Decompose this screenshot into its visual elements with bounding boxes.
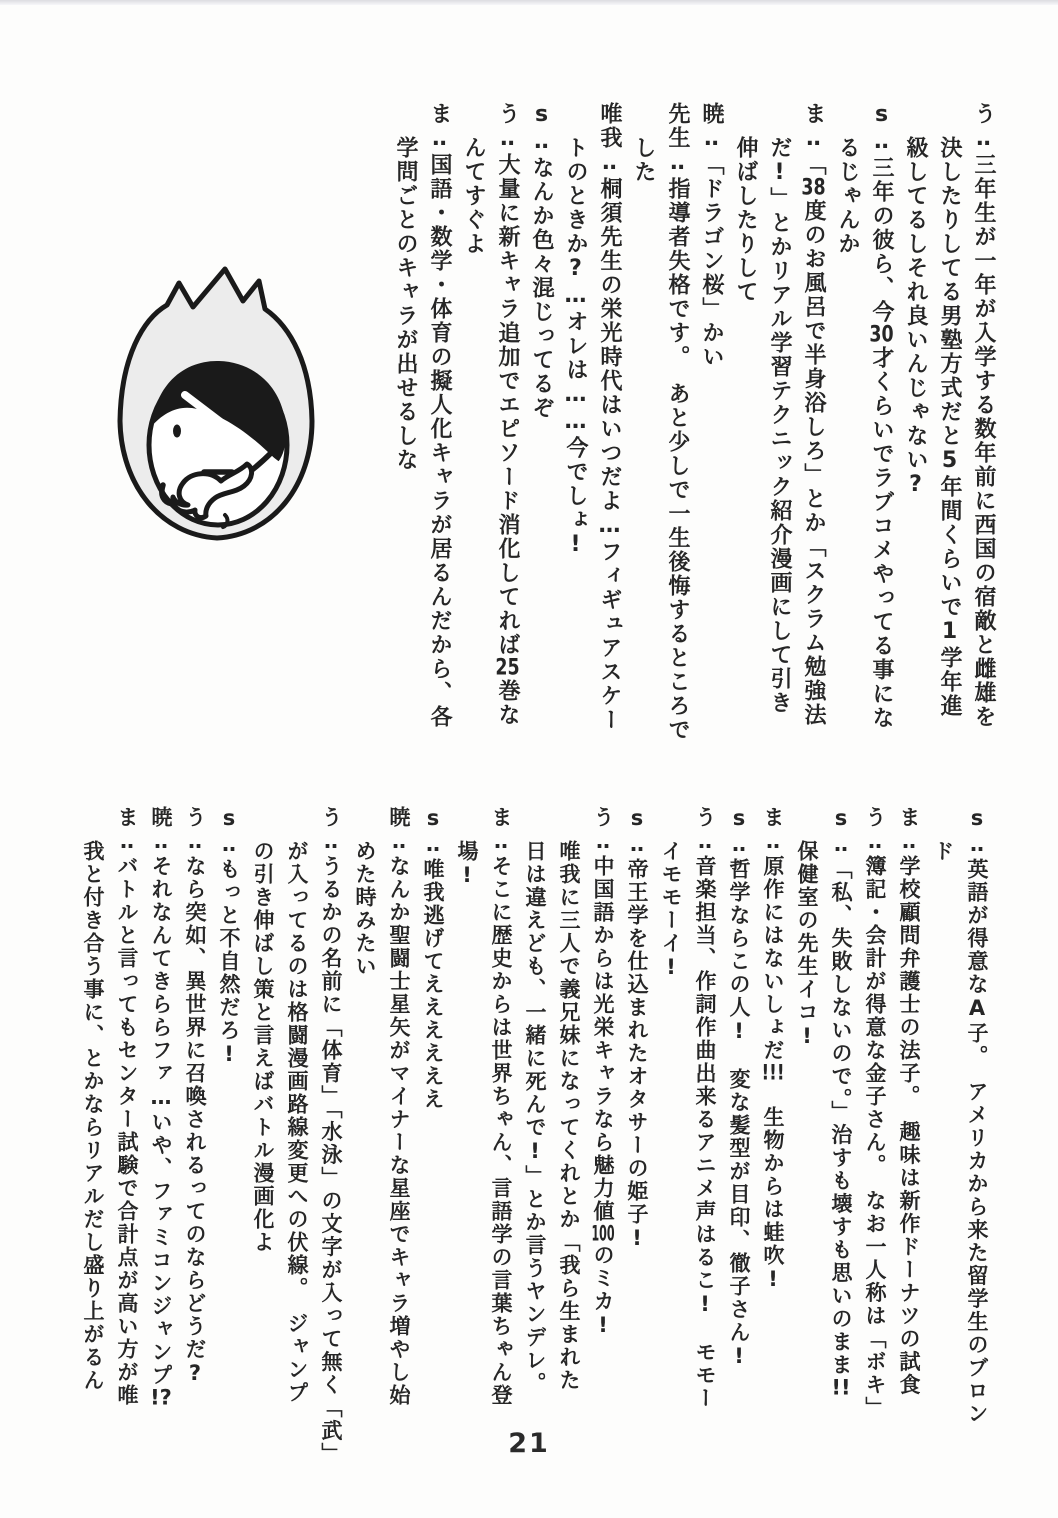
dialogue-line: う‥中国語からは光栄キャラなら魅力値100のミカ! bbox=[591, 806, 615, 1339]
dialogue-line: s‥三年の彼ら、今30才くらいでラブコメやってる事にな bbox=[869, 102, 894, 730]
dialogue-line: s‥帝王学を仕込まれたオタサーの姫子! bbox=[625, 806, 649, 1252]
dialogue-line: s‥「私、失敗しないので。」治すも壊すも思いのまま!! bbox=[829, 806, 853, 1398]
dialogue-line: う‥三年生が一年が入学する数年前に西国の宿敵と雌雄を bbox=[971, 102, 996, 729]
dialogue-line: ド bbox=[931, 840, 955, 863]
bottom-dialogue-block bbox=[76, 806, 994, 1466]
top-dialogue-block bbox=[388, 102, 1000, 742]
dialogue-line: の引き伸ばし策と言えばバトル漫画化よ bbox=[251, 840, 275, 1254]
dialogue-line: ま‥そこに歴史からは世界ちゃん、言語学の言葉ちゃん登 bbox=[489, 806, 513, 1407]
dialogue-line: 保健室の先生イコ! bbox=[795, 840, 819, 1050]
dialogue-line: う‥うるかの名前に「体育」「水泳」の文字が入って無く「武」 bbox=[319, 806, 343, 1466]
dialogue-line: が入ってるのは格闘漫画路線変更への伏線。 ジャンプ bbox=[285, 840, 309, 1405]
dialogue-line: トのときか?…オレは……今でしょ! bbox=[563, 136, 588, 559]
dialogue-line: 暁‥「ドラゴン桜」かい bbox=[699, 102, 724, 369]
dialogue-line: んてすぐよ bbox=[461, 136, 486, 256]
dialogue-line: 唯我に三人で義兄妹になってくれとか「我ら生まれた bbox=[557, 840, 581, 1392]
dialogue-line: イモモーイ! bbox=[659, 840, 683, 981]
dialogue-line: 暁‥それなんてきららファ…いや、ファミコンジャンプ!? bbox=[149, 806, 173, 1408]
dialogue-line: う‥簿記・会計が得意な金子さん。 なお一人称は「ボキ」 bbox=[863, 806, 887, 1420]
dialogue-line: う‥なら突如、異世界に召喚されるってのならどうだ? bbox=[183, 806, 207, 1387]
page-number: 21 bbox=[508, 1428, 550, 1459]
dialogue-line: した bbox=[631, 136, 656, 184]
dialogue-line: 唯我‥桐須先生の栄光時代はいつだよ…フィギュアスケー bbox=[597, 102, 622, 732]
dialogue-line: ま‥国語・数学・体育の擬人化キャラが居るんだから、各 bbox=[427, 102, 452, 729]
dialogue-line: ま‥原作にはないしょだ!!! 生物からは蛙吹! bbox=[761, 806, 785, 1293]
dialogue-line: 場! bbox=[455, 840, 479, 889]
dialogue-line: ま‥「38度のお風呂で半身浴しろ」とか「スクラム勉強法 bbox=[801, 102, 826, 727]
dialogue-line: 先生‥指導者失格です。 あと少しで一生後悔するところで bbox=[665, 102, 690, 742]
dialogue-line: s‥なんか色々混じってるぞ bbox=[529, 102, 554, 420]
dialogue-line: s‥英語が得意なA子。 アメリカから来た留学生のブロン bbox=[965, 806, 989, 1426]
dialogue-line: s‥唯我逃げてええええええ bbox=[421, 806, 445, 1111]
dialogue-line: 級してるしそれ良いんじゃない? bbox=[903, 136, 928, 499]
dialogue-line: ま‥学校顧問弁護士の法子。 趣味は新作ドーナツの試食 bbox=[897, 806, 921, 1397]
dialogue-line: めた時みたい bbox=[353, 840, 377, 978]
dialogue-line: s‥もっと不自然だろ! bbox=[217, 806, 241, 1068]
dialogue-line: 伸ばしたりして bbox=[733, 136, 758, 304]
dialogue-line: 我と付き合う事に、とかならリアルだし盛り上がるん bbox=[81, 840, 105, 1392]
doodle-face-svg bbox=[105, 253, 330, 553]
dialogue-line: 決したりしてる男塾方式だと5年間くらいで1学年進 bbox=[937, 136, 962, 718]
dialogue-line: ま‥バトルと言ってもセンター試験で合計点が高い方が唯 bbox=[115, 806, 139, 1407]
dialogue-line: s‥哲学ならこの人! 変な髪型が目印、徹子さん! bbox=[727, 806, 751, 1370]
dialogue-line: う‥音楽担当、作詞作曲出来るアニメ声はるこ! モモー bbox=[693, 806, 717, 1410]
hooded-mustache-face-doodle bbox=[105, 253, 330, 553]
dialogue-line: 日は違えども、一緒に死んで!」とか言うヤンデレ。 bbox=[523, 840, 547, 1395]
scan-edge-artifact bbox=[0, 0, 1058, 5]
eye bbox=[173, 425, 181, 438]
dialogue-line: るじゃんか bbox=[835, 136, 860, 256]
dialogue-line: う‥大量に新キャラ追加でエピソード消化してれば25巻な bbox=[495, 102, 520, 727]
dialogue-line: 学問ごとのキャラが出せるしな bbox=[393, 136, 418, 472]
dialogue-line: 暁‥なんか聖闘士星矢がマイナーな星座でキャラ増やし始 bbox=[387, 806, 411, 1407]
dialogue-line: だ!」とかリアル学習テクニック紹介漫画にして引き bbox=[767, 136, 792, 715]
